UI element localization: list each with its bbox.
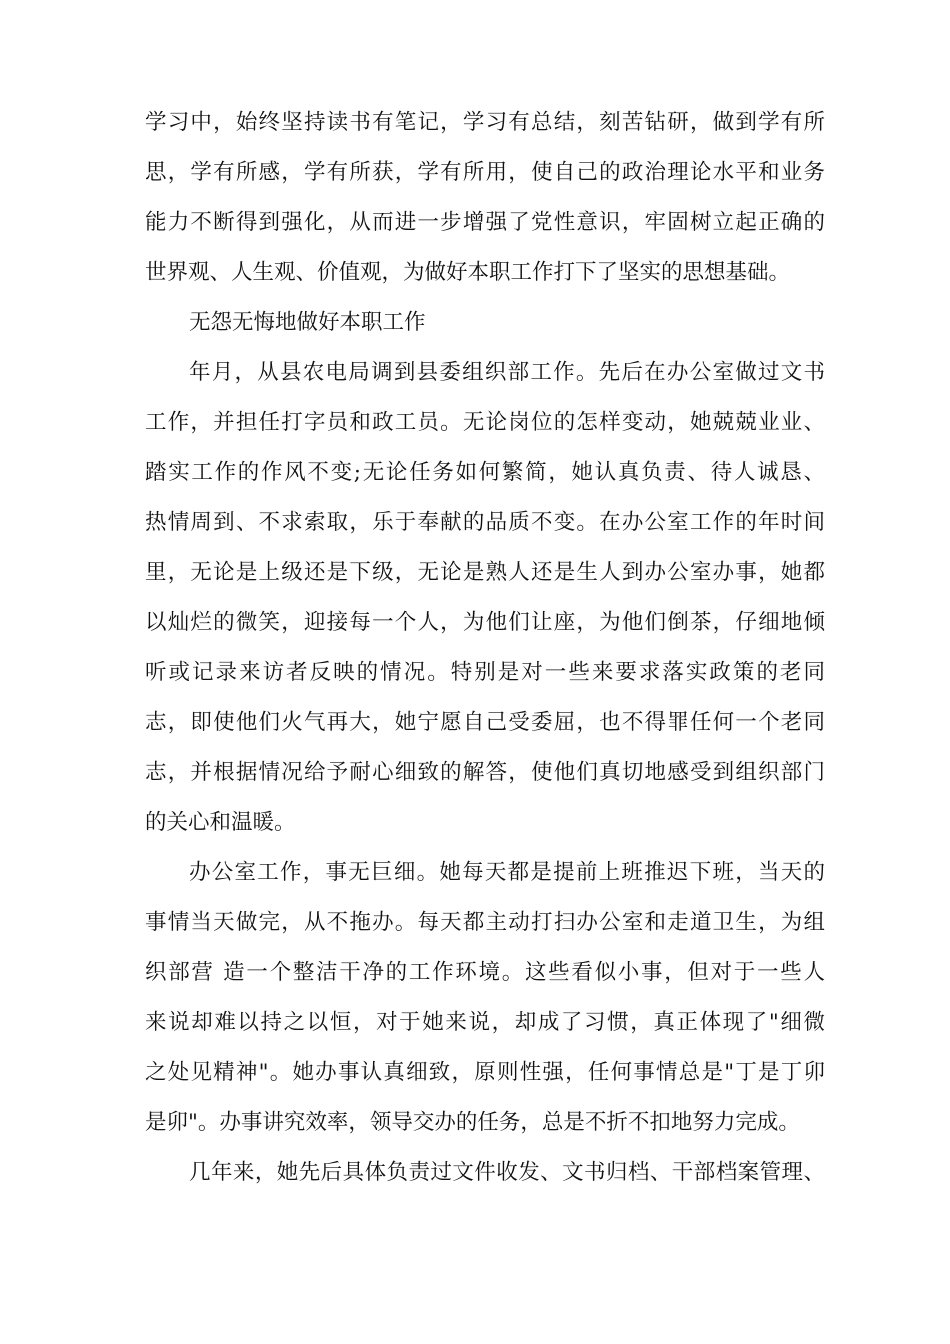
text-line: 世界观、人生观、价值观，为做好本职工作打下了坚实的思想基础。 [145, 260, 791, 285]
text-line: 织部营 造一个整洁干净的工作环境。这些看似小事，但对于一些人 [145, 960, 825, 985]
text-line: 年月，从县农电局调到县委组织部工作。先后在办公室做过文书 [189, 360, 825, 385]
text-line: 听或记录来访者反映的情况。特别是对一些来要求落实政策的老同 [145, 660, 825, 685]
text-line: 之处见精神"。她办事认真细致，原则性强，任何事情总是"丁是丁卯 [145, 1060, 825, 1085]
text-line: 的关心和温暖。 [145, 810, 296, 835]
body-text [145, 98, 825, 1198]
text-line: 思，学有所感，学有所获，学有所用，使自己的政治理论水平和业务 [145, 160, 825, 185]
text-line: 来说却难以持之以恒，对于她来说，却成了习惯，真正体现了"细微 [145, 1010, 825, 1035]
text-line: 里，无论是上级还是下级，无论是熟人还是生人到办公室办事，她都 [145, 560, 825, 585]
text-line: 踏实工作的作风不变;无论任务如何繁简，她认真负责、待人诚恳、 [145, 460, 825, 485]
text-line: 热情周到、不求索取，乐于奉献的品质不变。在办公室工作的年时间 [145, 510, 825, 535]
text-line: 能力不断得到强化，从而进一步增强了党性意识，牢固树立起正确的 [145, 210, 825, 235]
text-line: 无怨无悔地做好本职工作 [189, 310, 426, 335]
text-line: 志，即使他们火气再大，她宁愿自己受委屈，也不得罪任何一个老同 [145, 710, 825, 735]
text-line: 几年来，她先后具体负责过文件收发、文书归档、干部档案管理、 [189, 1160, 825, 1185]
text-line: 工作，并担任打字员和政工员。无论岗位的怎样变动，她兢兢业业、 [145, 410, 825, 435]
text-line: 志，并根据情况给予耐心细致的解答，使他们真切地感受到组织部门 [145, 760, 825, 785]
text-line: 办公室工作，事无巨细。她每天都是提前上班推迟下班，当天的 [189, 860, 825, 885]
text-line: 学习中，始终坚持读书有笔记，学习有总结，刻苦钻研，做到学有所 [145, 110, 825, 135]
text-line: 事情当天做完，从不拖办。每天都主动打扫办公室和走道卫生，为组 [145, 910, 825, 935]
text-line: 以灿烂的微笑，迎接每一个人，为他们让座，为他们倒茶，仔细地倾 [145, 610, 825, 635]
text-line: 是卯"。办事讲究效率，领导交办的任务，总是不折不扣地努力完成。 [145, 1110, 800, 1135]
